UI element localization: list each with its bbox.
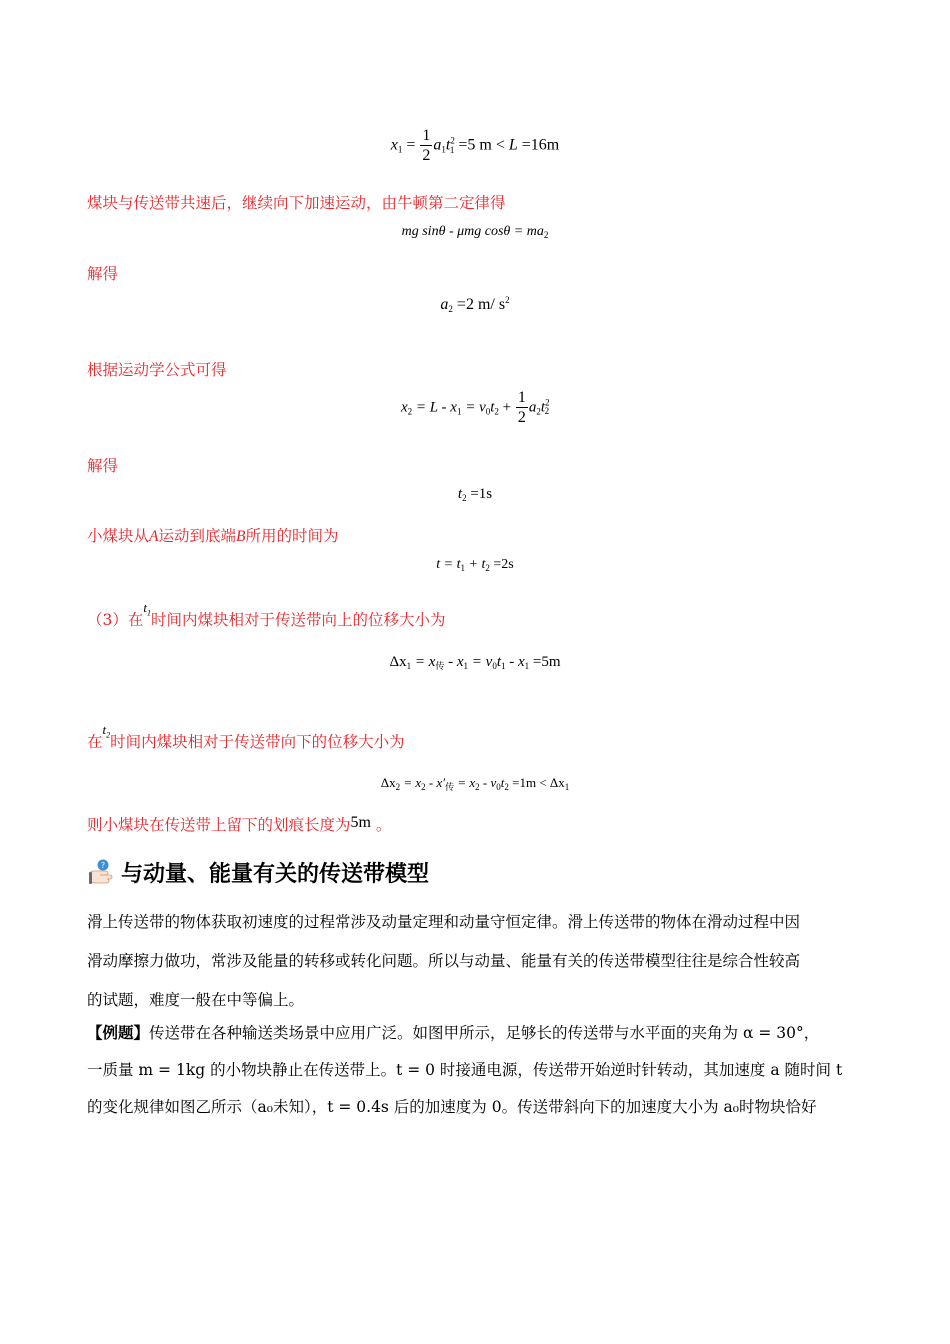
equation-t2: $t_2 =1s$ (457, 486, 493, 503)
text-line-5: 小煤块从A运动到底端B所用的时间为 (87, 527, 339, 545)
equation-dx2: $\Delta x_2 = x_2 - x'_传 = x_2 - v_0t_2 =1m < \Delta x_1$ (380, 775, 570, 792)
text-line-3: 根据运动学公式可得 (87, 361, 227, 379)
heading-title: 与动量、能量有关的传送带模型 (121, 861, 430, 887)
fraction-half: $\frac{1}{2}$ (422, 127, 431, 164)
equation-dx1: $\Delta x_1 = x_传 - x_1 = v_0t_1 - x_1 =5m$ (389, 654, 561, 671)
text-line-7: 在$^{t_2}$时间内煤块相对于传送带向下的位移大小为 (87, 722, 405, 751)
example-tag: 【例题】 (87, 1023, 150, 1042)
text-line-1: 煤块与传送带共速后，继续向下加速运动，由牛顿第二定律得 (87, 194, 506, 212)
equation-total-time: $t = t_1 + t_2 =2s$ (436, 557, 514, 573)
fraction-half: $\frac{1}{2}$ (517, 389, 526, 426)
equation-newton: mg sinθ - μmg $\cos\theta = ma_2$ (401, 224, 549, 240)
paragraph-line: 滑上传送带的物体获取初速度的过程常涉及动量定理和动量守恒定律。滑上传送带的物体在滑动过程中因 (87, 913, 801, 931)
section-heading (87, 852, 429, 892)
paragraph-line: 的试题，难度一般在中等偏上。 (87, 991, 305, 1009)
text-line-8: 则小煤块在传送带上留下的划痕长度为5m 。 (87, 814, 392, 834)
equation-x2: $x_2 = L - x_1 = v_0t_2$ + $\frac{1}{2}$ $a_2t^2_2$ (400, 389, 550, 426)
paragraph-line: 滑动摩擦力做功，常涉及能量的转移或转化问题。所以与动量、能量有关的传送带模型往往是综合性较高 (87, 952, 801, 970)
inline-variable-t2: t2 (102, 722, 111, 740)
example-paragraph (87, 1014, 863, 1126)
text-line-4: 解得 (87, 457, 119, 475)
example-line-2: 一质量 m = 1kg 的小物块静止在传送带上。t = 0 时接通电源，传送带开始逆时针转动，其加速度 a 随时间 t (87, 1061, 843, 1079)
pointing-hand-icon (87, 857, 117, 887)
text-line-6: （3）在$^{t_1}$时间内煤块相对于传送带向上的位移大小为 (87, 600, 446, 629)
intro-paragraph (87, 903, 863, 1020)
text-line-2: 解得 (87, 265, 119, 283)
example-line-3: 的变化规律如图乙所示（a₀未知），t = 0.4s 后的加速度为 0。传送带斜向下的加速度大小为 a₀时物块恰好 (87, 1098, 817, 1116)
equation-a2: $a_2 =2$ m/ $s^2$ (440, 295, 510, 314)
inline-variable-t1: t1 (143, 600, 151, 618)
example-line-1: 【例题】传送带在各种输送类场景中应用广泛。如图甲所示，足够长的传送带与水平面的夹角为 α = 30°， (87, 1023, 820, 1042)
equation-x1: $x_1$ = $\frac{1}{2}$ $a_1t^2_1 =5$ m < L =16m (390, 127, 560, 164)
svg-text:?: ? (100, 861, 106, 870)
